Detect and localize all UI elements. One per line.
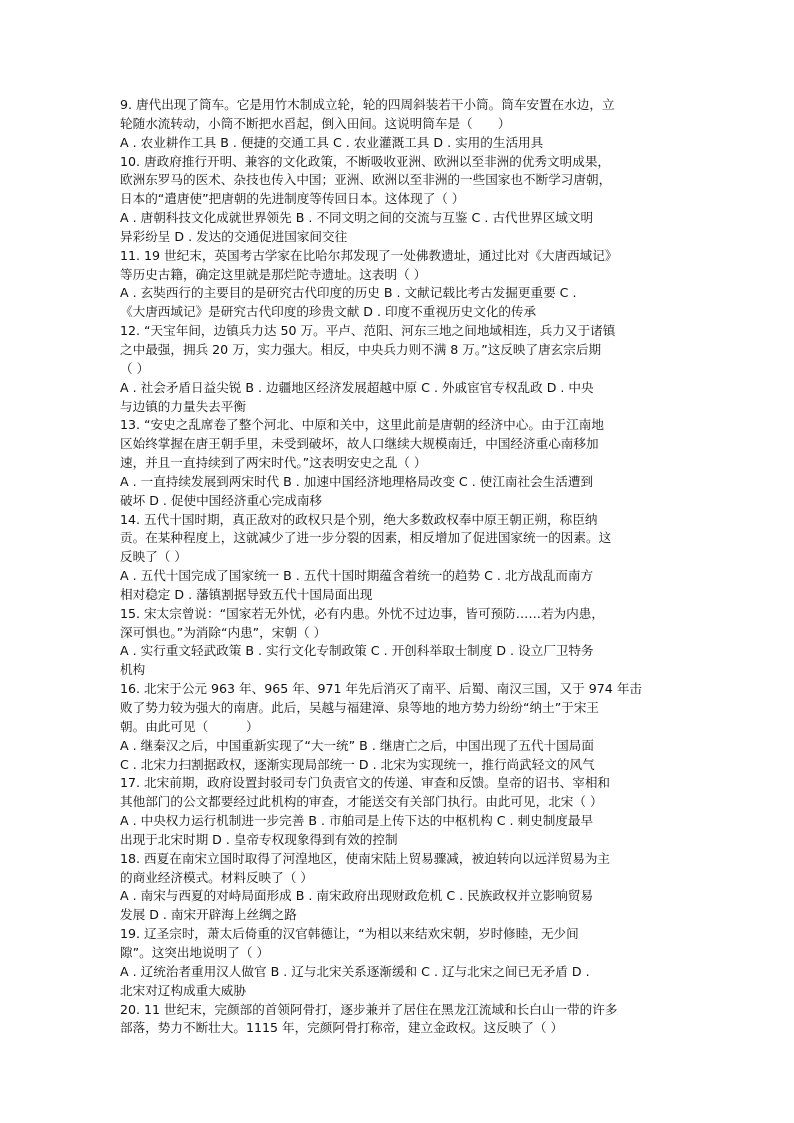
document-page: [120, 96, 676, 1036]
text-line: 之中最强，拥兵 20 万，实力强大。相反，中央兵力则不满 8 万。”这反映了唐玄宗后期: [120, 341, 602, 357]
text-line: A . 社会矛盾日益尖锐 B . 边疆地区经济发展超越中原 C . 外戚宦官专权乱政 D . 中央: [120, 379, 594, 395]
text-line: 日本的“遣唐使”把唐朝的先进制度等传回日本。这体现了（ ）: [120, 191, 465, 207]
text-line: A . 一直持续发展到两宋时代 B . 加速中国经济地理格局改变 C . 使江南社会生活遭到: [120, 473, 594, 489]
text-line: 朝。由此可见（ ）: [120, 718, 259, 734]
text-line: A . 唐朝科技文化成就世界领先 B . 不同文明之间的交流与互鉴 C . 古代世界区域文明: [120, 210, 594, 226]
text-line: 《大唐西域记》是研究古代印度的珍贵文献 D . 印度不重视历史文化的传承: [120, 304, 537, 320]
text-line: 隙”。这突出地说明了（ ）: [120, 944, 270, 960]
text-line: A . 五代十国完成了国家统一 B . 五代十国时期蕴含着统一的趋势 C . 北方战乱而南方: [120, 568, 594, 584]
text-line: 部落，势力不断壮大。1115 年，完颜阿骨打称帝，建立金政权。这反映了（ ）: [120, 1020, 564, 1036]
text-line: 出现于北宋时期 D . 皇帝专权现象得到有效的控制: [120, 831, 398, 847]
text-line: 机构: [120, 662, 146, 678]
text-line: 20. 11 世纪末，完颜部的首领阿骨打，逐步兼并了居住在黑龙江流域和长白山一带的许多: [120, 1001, 618, 1017]
text-line: 异彩纷呈 D . 发达的交通促进国家间交往: [120, 228, 348, 244]
text-line: 反映了（ ）: [120, 549, 187, 565]
text-line: 深可惧也。”为消除“内患”，宋朝（ ）: [120, 624, 327, 640]
text-line: 12. “天宝年间，边镇兵力达 50 万。平卢、范阳、河东三地之间地域相连，兵力又于诸镇: [120, 323, 616, 339]
text-line: 19. 辽圣宗时，萧太后倚重的汉官韩德让，“为相以来结欢宋朝，岁时修睦，无少间: [120, 926, 579, 942]
text-line: 11. 19 世纪末，英国考古学家在比哈尔邦发现了一处佛教遗址，通过比对《大唐西域记》: [120, 247, 618, 263]
text-line: 轮随水流转动，小筒不断把水舀起，倒入田间。这说明筒车是（ ）: [120, 115, 511, 131]
text-line: 14. 五代十国时期，真正敌对的政权只是个别，绝大多数政权奉中原王朝正朔，称臣纳: [120, 511, 598, 527]
text-line: 13. “安史之乱席卷了整个河北、中原和关中，这里此前是唐朝的经济中心。由于江南地: [120, 417, 604, 433]
text-line: 的商业经济模式。材料反映了（ ）: [120, 869, 313, 885]
text-line: 15. 宋太宗曾说：“国家若无外忧，必有内患。外忧不过边事，皆可预防……若为内患，: [120, 605, 604, 621]
text-line: 等历史古籍，确定这里就是那烂陀寺遗址。这表明（ ）: [120, 266, 427, 282]
text-line: 贡。在某种程度上，这就减少了进一步分裂的因素，相反增加了促进国家统一的因素。这: [120, 530, 612, 546]
text-line: A . 继秦汉之后，中国重新实现了“大一统” B . 继唐亡之后，中国出现了五代十国局面: [120, 737, 594, 753]
text-line: A . 辽统治者重用汉人做官 B . 辽与北宋关系逐渐缓和 C . 辽与北宋之间已无矛盾 D .: [120, 963, 590, 979]
text-line: A . 中央权力运行机制进一步完善 B . 市舶司是上传下达的中枢机构 C . 刺史制度最早: [120, 813, 594, 829]
text-line: A . 玄奘西行的主要目的是研究古代印度的历史 B . 文献记载比考古发掘更重要 C .: [120, 285, 577, 301]
text-line: 破坏 D . 促使中国经济重心完成南移: [120, 492, 323, 508]
text-line: 速，并且一直持续到了两宋时代。”这表明安史之乱（ ）: [120, 455, 427, 471]
text-line: 发展 D . 南宋开辟海上丝绸之路: [120, 907, 297, 923]
text-line: 区始终掌握在唐王朝手里，未受到破坏，故人口继续大规模南迁，中国经济重心南移加: [120, 436, 599, 452]
text-line: 与边镇的力量失去平衡: [120, 398, 246, 414]
text-line: 18. 西夏在南宋立国时取得了河湟地区，使南宋陆上贸易骤减，被迫转向以远洋贸易为主: [120, 850, 611, 866]
text-line: A . 南宋与西夏的对峙局面形成 B . 南宋政府出现财政危机 C . 民族政权并立影响贸易: [120, 888, 594, 904]
text-line: 9. 唐代出现了筒车。它是用竹木制成立轮，轮的四周斜装若干小筒。筒车安置在水边，立: [120, 97, 615, 112]
text-line: A . 农业耕作工具 B . 便捷的交通工具 C . 农业灌溉工具 D . 实用的生活用具: [120, 134, 544, 150]
text-line: A . 实行重文轻武政策 B . 实行文化专制政策 C . 开创科举取士制度 D . 设立厂卫特务: [120, 643, 594, 659]
text-line: 相对稳定 D . 藩镇割据导致五代十国局面出现: [120, 586, 373, 602]
text-line: 17. 北宋前期，政府设置封驳司专门负责官文的传递、审查和反馈。皇帝的诏书、宰相和: [120, 775, 611, 791]
text-line: C . 北宋力扫割据政权，逐渐实现局部统一 D . 北宋为实现统一，推行尚武轻文的风气: [120, 756, 595, 772]
text-line: 败了势力较为强大的南唐。此后，吴越与福建漳、泉等地的地方势力纷纷“纳土”于宋王: [120, 700, 600, 715]
text-line: 北宋对辽构成重大威胁: [120, 982, 246, 998]
text-line: （ ）: [120, 360, 150, 376]
text-line: 其他部门的公文都要经过此机构的审查，才能送交有关部门执行。由此可见，北宋（ ）: [120, 794, 603, 810]
text-line: 10. 唐政府推行开明、兼容的文化政策，不断吸收亚洲、欧洲以至非洲的优秀文明成果，: [120, 153, 611, 169]
text-line: 16. 北宋于公元 963 年、965 年、971 年先后消灭了南平、后蜀、南汉三国，又于 974 年击: [120, 681, 643, 697]
text-line: 欧洲东罗马的医术、杂技也传入中国；亚洲、欧洲以至非洲的一些国家也不断学习唐朝，: [120, 172, 612, 188]
